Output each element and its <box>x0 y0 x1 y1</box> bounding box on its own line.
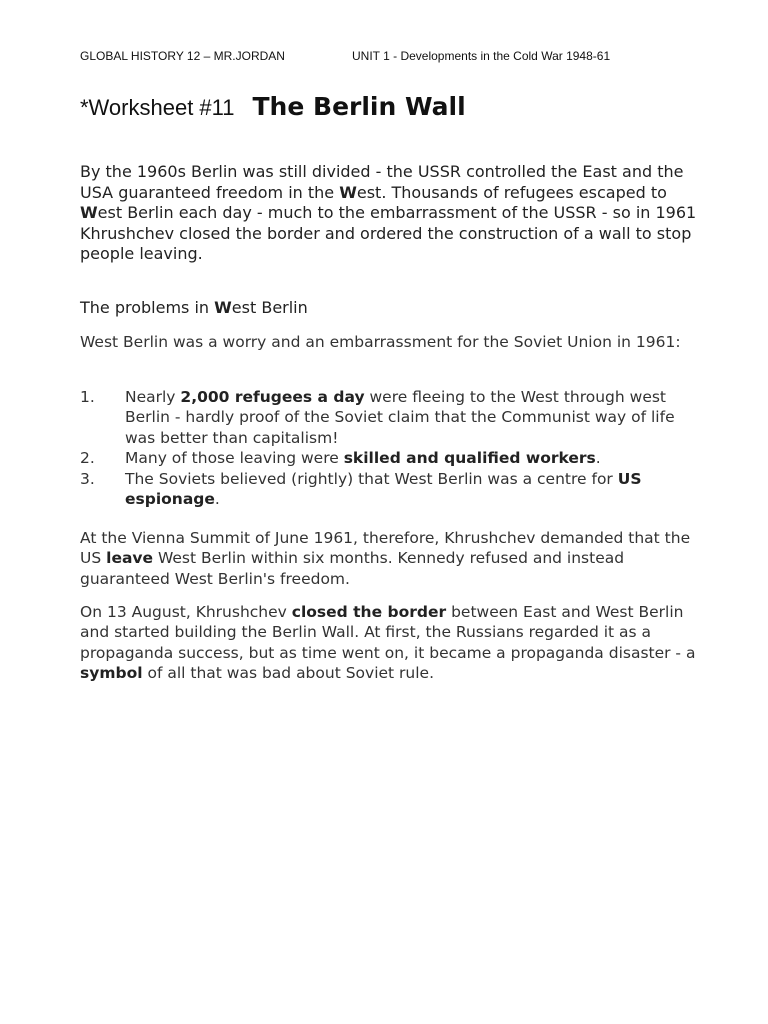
list-number: 1. <box>80 388 95 406</box>
list-item <box>80 448 705 468</box>
list-bold-text: skilled and qualified workers <box>343 449 596 468</box>
intro-text-3: est Berlin each day - much to the embarrassment of the USSR - so in 1961 Khrushchev closed the border and ordered the construction of a wall to stop people leaving. <box>80 203 697 264</box>
section-heading <box>80 298 308 317</box>
intro-bold-w-1: W <box>339 182 357 202</box>
list-bold-text: US espionage <box>125 469 642 509</box>
intro-paragraph <box>80 162 700 265</box>
section-heading-bold-w: W <box>214 298 232 317</box>
vienna-summit-paragraph <box>80 528 705 589</box>
list-item <box>80 469 705 510</box>
paragraph-text: of all that was bad about Soviet rule. <box>142 664 435 683</box>
list-number: 2. <box>80 449 95 468</box>
section-heading-text-1: The problems in <box>80 298 215 317</box>
problems-list <box>80 387 705 509</box>
problems-intro-paragraph: West Berlin was a worry and an embarrassment for the Soviet Union in 1961: <box>80 333 681 351</box>
list-text: Many of those leaving were <box>125 449 344 468</box>
list-text: Nearly <box>125 388 181 406</box>
worksheet-number: *Worksheet #11 <box>80 95 235 120</box>
paragraph-text: West Berlin within six months. Kennedy refused and instead guaranteed West Berlin's freedom. <box>80 549 625 588</box>
list-number: 3. <box>80 469 95 488</box>
berlin-wall-paragraph <box>80 602 705 684</box>
title-row <box>80 92 466 121</box>
paragraph-text: At the Vienna Summit of June 1961, therefore, Khrushchev demanded that the US <box>80 529 691 568</box>
paragraph-text: between East and West Berlin and started building the Berlin Wall. At first, the Russians regarded it as a propaganda success, but as time went on, it became a propaganda disaster - a <box>80 603 696 662</box>
list-text: were fleeing to the West through west Berlin - hardly proof of the Soviet claim that the Communist way of life was better than capitalism! <box>125 388 675 447</box>
list-text: The Soviets believed (rightly) that West Berlin was a centre for <box>125 469 618 488</box>
paragraph-bold-text: symbol <box>80 664 143 683</box>
paragraph-text: On 13 August, Khrushchev <box>80 603 292 621</box>
list-bold-text: 2,000 refugees a day <box>180 388 365 406</box>
unit-label: UNIT 1 - Developments in the Cold War 1948-61 <box>352 49 611 63</box>
section-heading-text-2: est Berlin <box>231 298 308 317</box>
course-label: GLOBAL HISTORY 12 – MR.JORDAN <box>80 49 285 63</box>
paragraph-bold-text: leave <box>106 549 154 568</box>
intro-text-1: By the 1960s Berlin was still divided - the USSR controlled the East and the USA guaranteed freedom in the <box>80 162 684 202</box>
list-text: . <box>595 449 601 468</box>
paragraph-bold-text: closed the border <box>291 603 447 621</box>
intro-text-2: est. Thousands of refugees escaped to <box>356 182 667 202</box>
intro-bold-w-2: W <box>80 203 98 223</box>
page-title: The Berlin Wall <box>252 92 466 121</box>
list-item <box>80 387 705 448</box>
list-text: . <box>214 490 220 509</box>
